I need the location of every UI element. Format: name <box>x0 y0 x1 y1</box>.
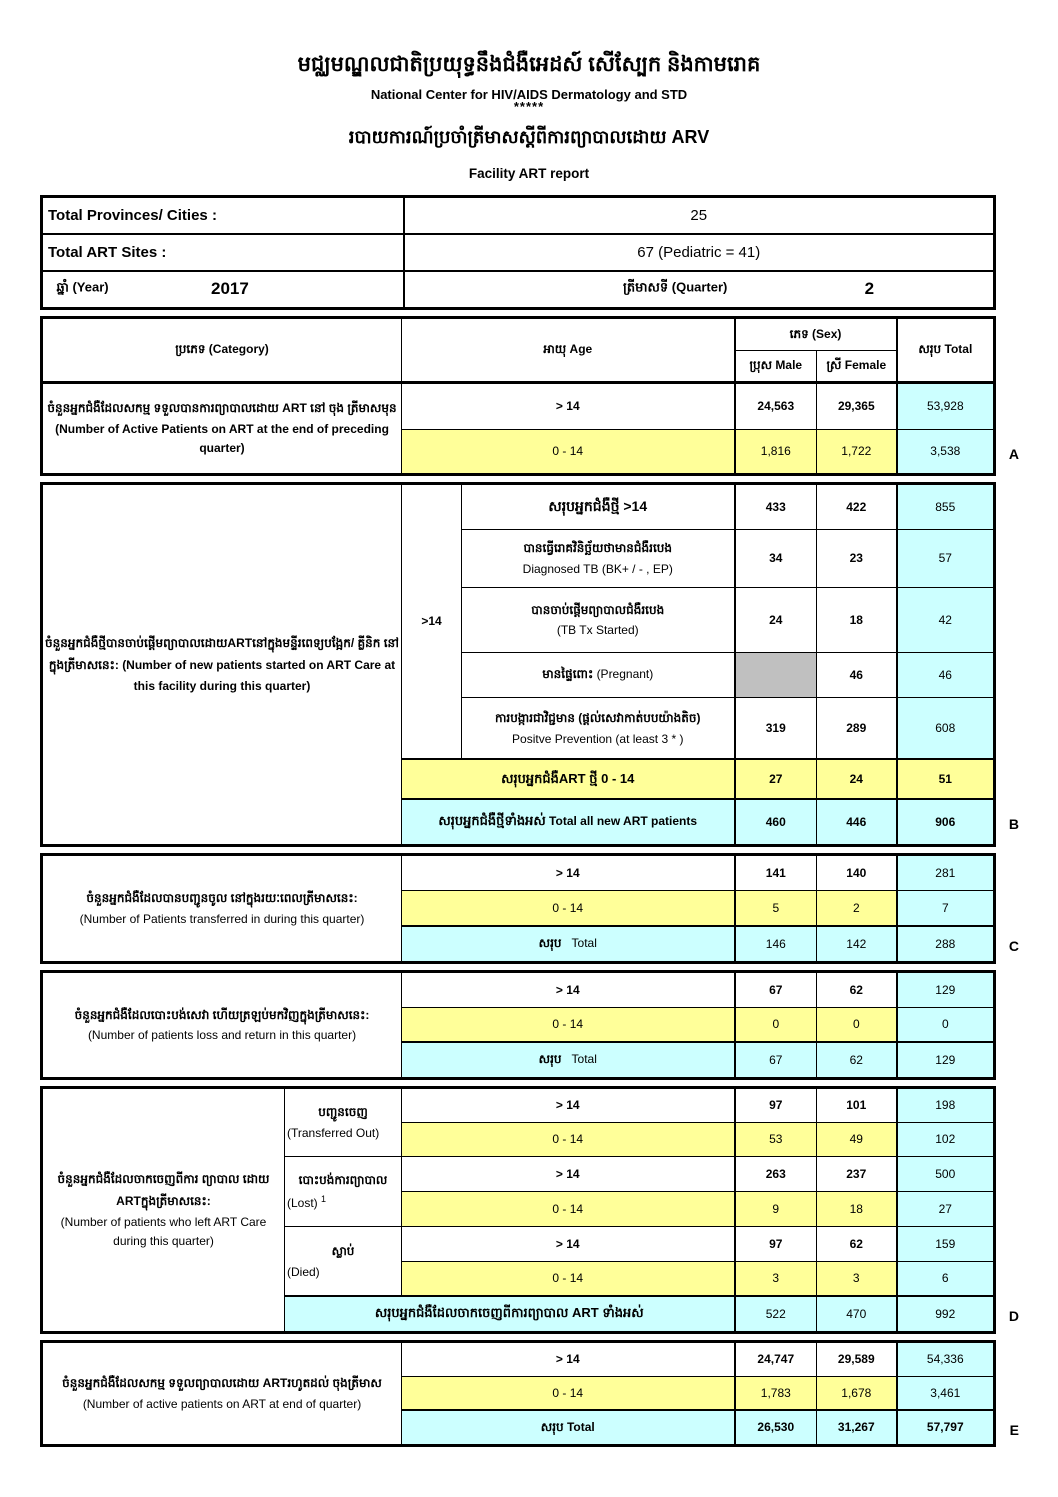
report-header <box>0 0 1058 181</box>
total-column-header: សរុប Total <box>897 317 995 382</box>
male-value: 26,530 <box>735 1410 817 1445</box>
report-title-khmer: របាយការណ៍ប្រចាំត្រីមាសស្តីពីការព្យាបាលដោយ ARV <box>348 126 710 147</box>
table-row <box>42 854 995 890</box>
male-value: 433 <box>735 483 817 529</box>
male-value: 0 <box>735 1007 817 1042</box>
row-label-english: (Pregnant) <box>596 667 654 682</box>
total-value: 3,461 <box>897 1376 995 1410</box>
section-c <box>40 853 1019 964</box>
year-quarter-row <box>42 271 995 309</box>
male-column-header: ប្រុស Male <box>735 350 817 382</box>
male-value: 1,783 <box>735 1376 817 1410</box>
female-value: 470 <box>817 1296 897 1332</box>
age-label: > 14 <box>402 1156 735 1191</box>
male-value: 34 <box>735 529 817 587</box>
total-label-khmer: សរុបអ្នកជំងឺថ្មីទាំងអស់ <box>438 813 546 829</box>
female-value: 0 <box>817 1007 897 1042</box>
age-label: 0 - 14 <box>402 1122 735 1156</box>
section-e-category <box>42 1341 402 1445</box>
table-row <box>42 1087 995 1122</box>
section-letter: D <box>1008 1307 1019 1324</box>
subcategory-khmer: ស្លាប់ <box>331 1243 355 1258</box>
total-value: 53,928 <box>897 382 995 429</box>
art-sites-label: Total ART Sites : <box>42 234 404 271</box>
female-value: 237 <box>817 1156 897 1191</box>
row-label-khmer: ការបង្ការជាវិជ្ជមាន (ផ្តល់សេវាកាត់បបយ៉ាងតិច) <box>494 710 701 725</box>
center-title-khmer: មជ្ឈមណ្ឌលជាតិប្រយុទ្ធនឹងជំងឺអេដស៍ សើស្បែក និងកាមរោគ <box>297 53 761 76</box>
category-khmer: ចំនួនអ្នកជំងឺដែលសកម្ម ទទួលព្យាបាលដោយ ARTរហូតដល់ ចុងត្រីមាស <box>62 1376 382 1391</box>
provinces-row <box>42 196 995 234</box>
total-value: 288 <box>897 926 995 962</box>
female-value: 446 <box>817 799 897 845</box>
age-label: 0 - 14 <box>402 1191 735 1226</box>
section-c-category <box>42 854 402 962</box>
art-sites-value: 67 (Pediatric = 41) <box>404 234 995 271</box>
section-a <box>40 316 1019 476</box>
total-value: 57,797 <box>897 1410 995 1445</box>
female-value: 3 <box>817 1261 897 1296</box>
male-value: 97 <box>735 1226 817 1261</box>
total-label <box>402 926 735 962</box>
total-label <box>402 1042 735 1078</box>
male-value: 67 <box>735 971 817 1007</box>
total-value: 500 <box>897 1156 995 1191</box>
age-label: > 14 <box>402 971 735 1007</box>
total-label-english: Total <box>571 1052 597 1067</box>
quarter-cell <box>404 271 995 309</box>
female-value: 18 <box>817 1191 897 1226</box>
category-english: (Number of patients who left ART Care during this quarter) <box>60 1215 267 1249</box>
female-value: 49 <box>817 1122 897 1156</box>
male-value: 67 <box>735 1042 817 1078</box>
section-e <box>40 1340 1019 1447</box>
section-loss-return <box>40 970 993 1080</box>
category-english: (Number of Active Patients on ART at the end of preceding quarter) <box>55 422 389 456</box>
section-a-table <box>40 316 996 476</box>
loss-return-table <box>40 970 996 1080</box>
total-label-english: Total <box>566 1419 595 1434</box>
section-letter: C <box>1008 937 1019 954</box>
age-label: > 14 <box>402 1087 735 1122</box>
female-value: 289 <box>817 697 897 759</box>
section-letter: E <box>1009 1421 1019 1438</box>
female-value: 24 <box>817 759 897 799</box>
female-value: 29,589 <box>817 1341 897 1376</box>
total-value: 855 <box>897 483 995 529</box>
row-label <box>462 587 735 652</box>
age-label: > 14 <box>402 382 735 429</box>
total-value: 6 <box>897 1261 995 1296</box>
table-row <box>42 483 995 529</box>
year-label: ឆ្នាំ (Year) <box>56 279 109 295</box>
row-label <box>462 697 735 759</box>
age-label: 0 - 14 <box>402 890 735 926</box>
female-value: 422 <box>817 483 897 529</box>
subcategory-khmer: បោះបង់ការព្យាបាល <box>298 1173 388 1188</box>
section-b-table <box>40 482 996 847</box>
total-value: 54,336 <box>897 1341 995 1376</box>
age-column-header: អាយុ Age <box>402 317 735 382</box>
total-value: 129 <box>897 1042 995 1078</box>
footnote-marker: 1 <box>321 1193 327 1204</box>
female-value: 1,722 <box>817 429 897 474</box>
female-value: 2 <box>817 890 897 926</box>
total-label-khmer: សរុប <box>538 1052 562 1067</box>
male-value: 146 <box>735 926 817 962</box>
row-label-khmer: បានចាប់ផ្តើមព្យាបាលជំងឺរបេង <box>531 602 665 617</box>
category-khmer: ចំនួនអ្នកជំងឺថ្មីបានចាប់ផ្តើមព្យាបាលដោយARTនៅក្នុងមន្ទីរពេទ្យបង្អែក/ គ្លីនិក នៅក្នុងត្រីមាសនេះ: <box>45 635 399 673</box>
table-row <box>42 971 995 1007</box>
category-column-header: ប្រភេទ (Category) <box>42 317 402 382</box>
female-value: 62 <box>817 1226 897 1261</box>
total-label-khmer: សរុប <box>540 1419 564 1434</box>
female-value: 31,267 <box>817 1410 897 1445</box>
category-english: (Number of Patients transferred in during this quarter) <box>79 911 365 926</box>
subcategory-khmer: បញ្ជូនចេញ <box>318 1105 368 1120</box>
section-d-category <box>42 1087 285 1332</box>
female-value: 142 <box>817 926 897 962</box>
total-value: 281 <box>897 854 995 890</box>
section-e-table <box>40 1340 996 1447</box>
male-value-blocked <box>735 652 817 697</box>
section-c-table <box>40 853 996 964</box>
total-label-english: Total all new ART patients <box>549 814 698 829</box>
male-value: 5 <box>735 890 817 926</box>
age-label: 0 - 14 <box>402 1007 735 1042</box>
male-value: 24,563 <box>735 382 817 429</box>
total-label-khmer: សរុប <box>538 936 562 951</box>
male-value: 319 <box>735 697 817 759</box>
female-value: 62 <box>817 1042 897 1078</box>
total-value: 46 <box>897 652 995 697</box>
male-value: 263 <box>735 1156 817 1191</box>
row-label-khmer: បានធ្វើរោគវិនិច្ឆ័យថាមានជំងឺរបេង <box>523 541 673 556</box>
total-value: 3,538 <box>897 429 995 474</box>
male-value: 97 <box>735 1087 817 1122</box>
quarter-label: ត្រីមាសទី (Quarter) <box>623 279 728 295</box>
total-value: 27 <box>897 1191 995 1226</box>
total-value: 129 <box>897 971 995 1007</box>
category-english: (Number of active patients on ART at end of quarter) <box>82 1396 362 1411</box>
section-d <box>40 1086 1019 1334</box>
total-value: 7 <box>897 890 995 926</box>
provinces-value: 25 <box>404 196 995 234</box>
female-value: 62 <box>817 971 897 1007</box>
section-b <box>40 482 1019 847</box>
category-khmer: ចំនួនអ្នកជំងឺដែលបោះបង់សេវា ហើយត្រឡប់មកវិញក្នុងត្រីមាសនេះ: <box>74 1007 370 1022</box>
age-label: > 14 <box>402 854 735 890</box>
male-value: 27 <box>735 759 817 799</box>
sex-column-header: ភេទ (Sex) <box>735 317 897 350</box>
table-row <box>42 1341 995 1376</box>
total-label-english: Total <box>571 936 597 951</box>
age-group-label: >14 <box>402 483 462 759</box>
section-letter: B <box>1008 815 1019 832</box>
total-value: 0 <box>897 1007 995 1042</box>
category-english: (Number of patients loss and return in this quarter) <box>87 1028 357 1043</box>
row-label <box>462 652 735 697</box>
female-value: 46 <box>817 652 897 697</box>
total-value: 608 <box>897 697 995 759</box>
provinces-label: Total Provinces/ Cities : <box>42 196 404 234</box>
section-letter: A <box>1008 445 1019 462</box>
male-value: 53 <box>735 1122 817 1156</box>
total-value: 992 <box>897 1296 995 1332</box>
total-label <box>402 799 735 845</box>
male-value: 3 <box>735 1261 817 1296</box>
subcategory-lost <box>285 1156 402 1226</box>
row-label-english: (TB Tx Started) <box>556 623 639 638</box>
subcategory-died <box>285 1226 402 1296</box>
subcategory-english: (Died) <box>287 1264 320 1279</box>
loss-return-category <box>42 971 402 1078</box>
female-value: 23 <box>817 529 897 587</box>
female-column-header: ស្រី Female <box>817 350 897 382</box>
report-title-english: Facility ART report <box>468 165 590 181</box>
report-info-table <box>40 195 996 310</box>
male-value: 1,816 <box>735 429 817 474</box>
section-a-category <box>42 382 402 474</box>
male-value: 24 <box>735 587 817 652</box>
age-label: 0 - 14 <box>402 1261 735 1296</box>
section-b-category <box>42 483 402 845</box>
center-title-english: National Center for HIV/AIDS Dermatology and STD <box>370 87 688 103</box>
age-label: 0 - 14 <box>402 1376 735 1410</box>
section-d-table <box>40 1086 996 1334</box>
row-label: សរុបអ្នកជំងឺថ្មី >14 <box>462 483 735 529</box>
male-value: 9 <box>735 1191 817 1226</box>
age-label: > 14 <box>402 1226 735 1261</box>
male-value: 24,747 <box>735 1341 817 1376</box>
category-english: (Number of new patients started on ART Care at this facility during this quarter) <box>122 658 396 694</box>
table-row <box>42 382 995 429</box>
total-label: សរុបអ្នកជំងឺដែលចាកចេញពីការព្យាបាល ART ទាំងអស់ <box>285 1296 735 1332</box>
subcategory-english: (Transferred Out) <box>287 1125 380 1140</box>
column-header-row <box>42 317 995 350</box>
female-value: 140 <box>817 854 897 890</box>
total-value: 159 <box>897 1226 995 1261</box>
year-value: 2017 <box>211 279 249 299</box>
total-label <box>402 1410 735 1445</box>
subcategory-english: (Lost) $^1$ <box>287 1193 327 1210</box>
category-khmer: ចំនួនអ្នកជំងឺដែលសកម្ម ទទួលបានការព្យាបាលដោយ ART នៅ ចុង ត្រីមាសមុន <box>47 401 397 416</box>
total-value: 906 <box>897 799 995 845</box>
subtotal-label: សរុបអ្នកជំងឺART ថ្មី 0 - 14 <box>402 759 735 799</box>
male-value: 460 <box>735 799 817 845</box>
male-value: 522 <box>735 1296 817 1332</box>
age-label: 0 - 14 <box>402 429 735 474</box>
total-value: 42 <box>897 587 995 652</box>
total-value: 198 <box>897 1087 995 1122</box>
subcategory-transferred-out <box>285 1087 402 1156</box>
female-value: 29,365 <box>817 382 897 429</box>
row-label-english: Diagnosed TB (BK+ / - , EP) <box>522 561 673 576</box>
art-sites-row <box>42 234 995 271</box>
row-label-khmer: មានផ្ទៃពោះ <box>542 667 594 682</box>
row-label-english: Positve Prevention (at least 3 * ) <box>512 731 684 746</box>
quarter-value: 2 <box>864 279 875 299</box>
category-khmer: ចំនួនអ្នកជំងឺដែលបានបញ្ជូនចូល នៅក្នុងរយៈពេលត្រីមាសនេះ: <box>86 891 358 906</box>
star-separator: ***** <box>513 99 545 115</box>
female-value: 101 <box>817 1087 897 1122</box>
year-cell <box>42 271 404 309</box>
total-value: 51 <box>897 759 995 799</box>
row-label <box>462 529 735 587</box>
category-khmer: ចំនួនអ្នកជំងឺដែលចាកចេញពីការ ព្យាបាល ដោយ ARTក្នុងត្រីមាសនេះ: <box>57 1171 270 1209</box>
total-value: 102 <box>897 1122 995 1156</box>
age-label: > 14 <box>402 1341 735 1376</box>
female-value: 1,678 <box>817 1376 897 1410</box>
male-value: 141 <box>735 854 817 890</box>
total-value: 57 <box>897 529 995 587</box>
female-value: 18 <box>817 587 897 652</box>
